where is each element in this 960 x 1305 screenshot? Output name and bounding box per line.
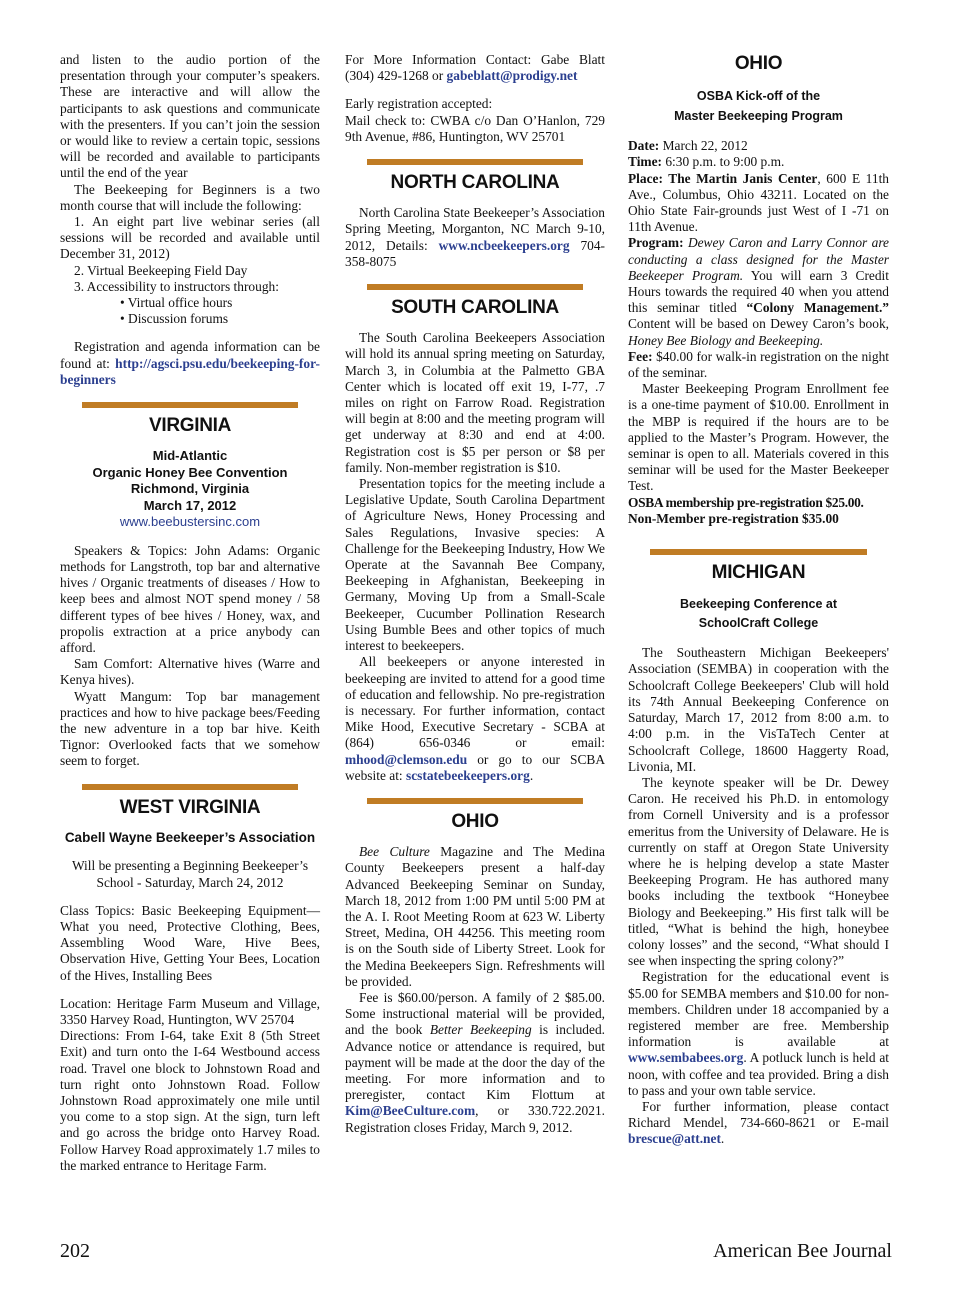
- program-title: “Colony Management.”: [746, 300, 889, 316]
- list-item: 3. Accessibility to instructors through:: [74, 278, 279, 294]
- event-subtitle: Organic Honey Bee Convention: [92, 464, 288, 480]
- oh-text: Magazine and The Medina County Beekeepers present a half-day Advanced Beekeeping Seminar on Sunday, March 18, 2012 from 1:00 PM until 5:00 PM at the A. I. Root Meeting Room at 623 W. Liberty Street, Medina, OH 44256. This meeting room is on the South side of Liberty Street. Look for the Medina Beekeepers Sign. Refreshments will be provided.: [345, 844, 605, 989]
- section-divider: [367, 284, 583, 290]
- mi-text: .: [720, 1131, 725, 1147]
- program-italic: Dewey Caron and Larry Connor are conducting a class designed for the Master Beekeeper Program.: [628, 235, 889, 283]
- sc-text: All beekeepers or anyone interested in beekeeping are invited to attend for a good time of education and fellowship. No pre-registration is necessary. For further information, contact Mike Hood, Executive Secretary - SCBA at (864) 656-0346 or email:: [345, 654, 605, 751]
- section-heading-north-carolina: NORTH CAROLINA: [390, 172, 560, 194]
- oh-email-link[interactable]: Kim@BeeCulture.com: [345, 1103, 476, 1119]
- contact-paragraph: [345, 52, 605, 84]
- nc-paragraph: [345, 205, 605, 270]
- place-value: , 600 E 11th Ave., Columbus, Ohio 43211. Located on the Ohio State Fair-grounds just West of I -71 on 11th Avenue.: [628, 170, 889, 235]
- fee-value: $40.00 for walk-in registration on the night of the seminar.: [628, 348, 889, 381]
- oh-paragraph: [345, 990, 605, 1136]
- contact-email-link[interactable]: gabeblatt@prodigy.net: [446, 68, 578, 84]
- event-subtitle: OSBA Kick-off of the: [696, 89, 821, 104]
- contact-text: For More Information Contact: Gabe Blatt (304) 429-1268 or: [345, 52, 605, 84]
- section-divider: [367, 159, 583, 165]
- oh-book-title: Better Beekeeping: [429, 1022, 532, 1038]
- section-heading-south-carolina: SOUTH CAROLINA: [391, 297, 559, 319]
- fee-label: Fee:: [628, 348, 653, 364]
- date-value: March 22, 2012: [662, 138, 748, 154]
- osba-preregistration-text: OSBA membership pre-registration $25.00.: [628, 494, 864, 510]
- date-line: [628, 138, 889, 154]
- registration-link[interactable]: http://agsci.psu.edu/beekeeping-for-beginners: [60, 355, 320, 387]
- section-divider: [367, 798, 583, 804]
- program-text: You will earn 3 Credit Hours towards the required 40 when you attend this seminar titled: [628, 267, 889, 316]
- mi-text: . A potluck lunch is held at noon, with coffee and tea provided. Bring a dish to pass and your own table service.: [628, 1050, 889, 1098]
- column-1: [60, 52, 320, 1174]
- mi-paragraph: The keynote speaker will be Dr. Dewey Caron. He received his Ph.D. in entomology from Cornell University and is a professor emeritus from the University of Delaware. He is currently on staff at Oregon State University where he is helping develop a state Master Beekeeping Program. He has authored many books including the textbook “Honeybee Biology and Beekeeping.” His first talk will be titled, “What is behind the high, honeybee colony losses” and the second, “What should I see when inspecting the spring colony?”: [628, 774, 889, 969]
- oh-text: , or 330.722.2021. Registration closes Friday, March 9, 2012.: [345, 1103, 605, 1135]
- mi-text: For further information, please contact Richard Mendel, 734-660-8621 or E-mail: [628, 1098, 889, 1131]
- section-heading-michigan: MICHIGAN: [711, 562, 806, 584]
- non-member-preregistration: [628, 511, 889, 527]
- mi-paragraph: [628, 969, 889, 1099]
- nc-phone: 704-358-8075: [345, 237, 605, 269]
- page-number: 202: [60, 1240, 90, 1262]
- list-item: 2. Virtual Beekeeping Field Day: [74, 262, 248, 278]
- event-subtitle: Cabell Wayne Beekeeper’s Association: [64, 829, 316, 845]
- mbp-paragraph: Master Beekeeping Program Enrollment fee is a one-time payment of $10.00. Enrollment in the MBP is required if the hours are to be applied to the Master’s Program. However, the seminar is open to all. Materials covered in this seminar will be used for the Master Beekeeper Test.: [628, 381, 889, 494]
- mi-email-link[interactable]: brescue@att.net: [628, 1131, 721, 1147]
- nc-text: North Carolina State Beekeeper’s Association Spring Meeting, Morganton, NC March 9-10, 2012, Details:: [345, 205, 605, 253]
- event-subtitle: SchoolCraft College: [698, 616, 819, 631]
- course-paragraph: The Beekeeping for Beginners is a two month course that will include the following:: [60, 181, 320, 213]
- wv-paragraph: Class Topics: Basic Beekeeping Equipment—What you need, Protective Clothing, Bees, Assembling Wood Ware, Hive Bees, Observation Hive, Getting Your Bees, Location of the Hives, Installing Bees: [60, 902, 320, 983]
- event-subtitle: Mid-Atlantic: [152, 448, 228, 464]
- program-line: [628, 235, 889, 348]
- sc-text: .: [529, 767, 534, 783]
- time-value: 6:30 p.m. to 9:00 p.m.: [665, 154, 785, 170]
- event-subtitle: Master Beekeeping Program: [674, 109, 843, 124]
- mi-paragraph: [628, 1099, 889, 1148]
- journal-name: American Bee Journal: [713, 1240, 892, 1262]
- section-heading-virginia: VIRGINIA: [148, 415, 232, 437]
- bullet-item: • Discussion forums: [120, 311, 229, 327]
- time-label: Time:: [628, 154, 662, 170]
- wv-location: Location: Heritage Farm Museum and Village, 3350 Harvey Road, Huntington, WV 25704: [60, 995, 320, 1027]
- sc-paragraph: [345, 654, 605, 784]
- program-book: Honey Bee Biology and Beekeeping.: [628, 332, 824, 348]
- sc-website-link[interactable]: scstatebeekeepers.org: [406, 767, 530, 783]
- early-registration: Early registration accepted:: [345, 96, 493, 112]
- nc-website-link[interactable]: www.ncbeekeepers.org: [438, 237, 570, 253]
- sc-text: or go to our SCBA website at:: [345, 751, 605, 783]
- section-heading-west-virginia: WEST VIRGINIA: [119, 796, 261, 818]
- event-website-link[interactable]: www.beebustersinc.com: [119, 514, 261, 530]
- mail-address: Mail check to: CWBA c/o Dan O’Hanlon, 729 9th Avenue, #86, Huntington, WV 25701: [345, 112, 605, 144]
- non-member-preregistration-text: Non-Member pre-registration $35.00: [628, 510, 839, 526]
- wv-paragraph: Will be presenting a Beginning Beekeeper’s School - Saturday, March 24, 2012: [71, 858, 309, 890]
- event-date: March 17, 2012: [143, 497, 237, 513]
- mi-website-link[interactable]: www.sembabees.org: [628, 1050, 744, 1066]
- va-paragraph: Wyatt Mangum: Top bar management practices and how to hive package bees/Feeding the new adventure in a top bar hive. Keith Tignor: Overlooked facts that we somehow seem to forget.: [60, 688, 320, 769]
- sc-email-link[interactable]: mhood@clemson.edu: [345, 751, 468, 767]
- list-item: 1. An eight part live webinar series (all sessions will be recorded and available until December 31, 2012): [60, 214, 320, 262]
- oh-text: Fee is $60.00/person. A family of 2 $85.00. Some instructional material will be provided, and the book: [345, 989, 605, 1038]
- mi-paragraph: The Southeastern Michigan Beekeepers' Association (SEMBA) in cooperation with the Schoolcraft College Beekeepers' Club will hold its 74th Annual Beekeeping Conference on Saturday, March 17, 2012 from 8:00 a.m. to 4:00 p.m. in the VisTaTech Center at Schoolcraft College, 18600 Haggerty Road, Livonia, MI.: [628, 645, 889, 774]
- mi-text: Registration for the educational event is $5.00 for SEMBA members and $10.00 for non-members. Children under 18 accompanied by a registered member are free. Membership information is available at: [628, 969, 889, 1050]
- program-text: Content will be based on Dewey Caron’s book,: [628, 316, 889, 332]
- sc-paragraph: Presentation topics for the meeting include a Legislative Update, South Carolina Department of Agriculture News, Honey Processing and Sales Regulations, Invasive species: A Challenge for the Beekeeping Industry, How We Operate at the Savannah Bee Company, Beekeeping in Afghanistan, Beekeeping in Germany, Moving Up from a Small-Scale Beekeeper, Cucumber Pollination Research Using Bumble Bees and other topics of much interest to beekeepers.: [345, 476, 605, 654]
- va-paragraph: Sam Comfort: Alternative hives (Warre and Kenya hives).: [60, 656, 320, 688]
- program-label: Program:: [628, 235, 684, 251]
- va-paragraph: Speakers & Topics: John Adams: Organic methods for Langstroth, top bar and alternative hives / Organic treatments of diseases / How to keep bees and almost NOT spend money / 58 different types of bee hives / Honey, wax, and propolis extraction at a price anybody can afford.: [60, 542, 320, 655]
- oh-paragraph: [345, 844, 605, 990]
- event-subtitle: Beekeeping Conference at: [680, 597, 837, 612]
- oh-magazine-name: Bee Culture: [359, 844, 430, 860]
- section-divider: [650, 549, 867, 555]
- section-divider: [82, 784, 298, 790]
- event-location: Richmond, Virginia: [130, 481, 250, 497]
- section-heading-ohio: OHIO: [451, 810, 499, 832]
- column-3: [628, 52, 889, 1148]
- place-line: [628, 171, 889, 236]
- osba-preregistration: [628, 495, 889, 511]
- registration-paragraph: [60, 339, 320, 388]
- registration-text: Registration and agenda information can be found at:: [60, 339, 320, 371]
- column-2: [345, 52, 605, 1136]
- date-label: Date:: [628, 138, 660, 154]
- wv-directions: Directions: From I-64, take Exit 8 (5th Street Exit) and turn onto the I-64 Westbound access road. Travel one block to Johnstown Road and turn right onto Johnstown Road. Follow Johnstown Road approximately one mile until you come to a stop sign. At the sign, turn left and go across the bridge onto Harvey Road. Follow Harvey Road approximately 1.7 miles to the marked entrance to Heritage Farm.: [60, 1028, 320, 1173]
- section-heading-ohio: OHIO: [734, 53, 783, 74]
- intro-paragraph: and listen to the audio portion of the presentation through your computer’s speakers. These are interactive and will allow the participants to ask questions and communicate with the presenters. If you can’t join the session or would like to review a certain topic, sessions will be recorded and available to participants until the end of the year: [60, 52, 320, 181]
- fee-line: [628, 349, 889, 381]
- time-line: [628, 154, 889, 170]
- section-divider: [82, 402, 298, 408]
- oh-text: is included. Advance notice or attendance is required, but payment will be made at the door the day of the meeting. For more information and to preregister, contact Kim Flottum at: [345, 1022, 605, 1103]
- sc-paragraph: The South Carolina Beekeepers Association will hold its annual spring meeting on Saturday, March 3, in Columbia at the Palmetto GBA Center which is located off exit 19, I-77, .7 miles on right on Farrow Road. Registration will begin at 8:00 and the meeting program will get underway at 8:30 and end at 4:00. Registration cost is $5 per person or $8 per family. Non-member registration is $10.: [345, 330, 605, 475]
- place-label: Place: The Martin Janis Center: [628, 170, 818, 186]
- bullet-item: • Virtual office hours: [120, 295, 233, 311]
